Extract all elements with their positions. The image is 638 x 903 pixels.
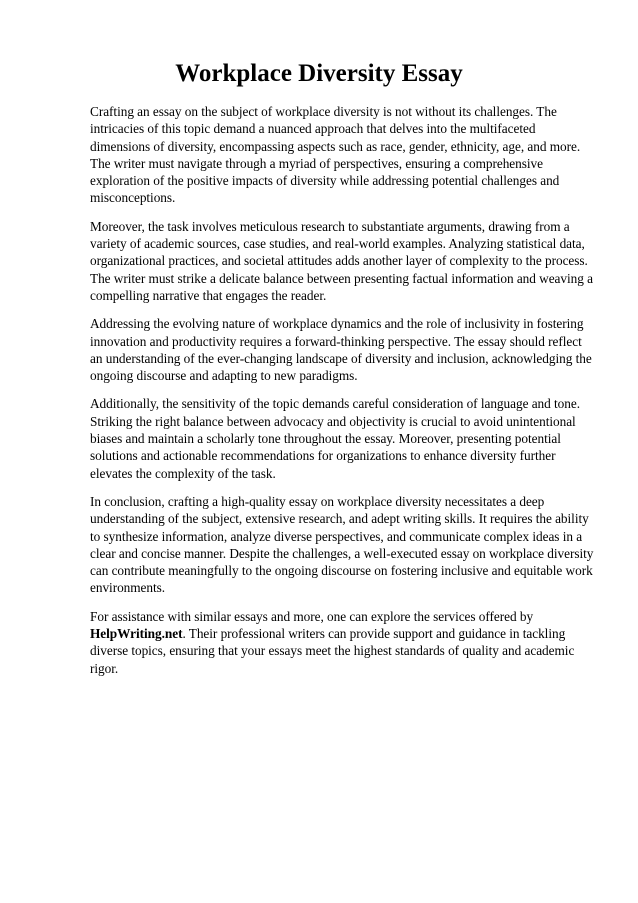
closing-paragraph (90, 608, 596, 677)
paragraph-1: Crafting an essay on the subject of workplace diversity is not without its challenges. The intricacies of this topic demand a nuanced approach that delves into the multifaceted dimensions of diversity, encompassing aspects such as race, gender, ethnicity, age, and more. The writer must navigate through a myriad of perspectives, ensuring a comprehensive exploration of the positive impacts of diversity while addressing potential challenges and misconceptions. (90, 104, 581, 206)
paragraph-4: Additionally, the sensitivity of the topic demands careful consideration of language and tone. Striking the right balance between advocacy and objectivity is crucial to avoid unintentional biases and maintain a scholarly tone throughout the essay. Moreover, presenting potential solutions and actionable recommendations for organizations to enhance diversity further elevates the complexity of the task. (90, 396, 580, 481)
paragraph-5: In conclusion, crafting a high-quality essay on workplace diversity necessitates a deep understanding of the subject, extensive research, and adept writing skills. It requires the ability to synthesize information, analyze diverse perspectives, and communicate complex ideas in a clear and concise manner. Despite the challenges, a well-executed essay on workplace diversity can contribute meaningfully to the ongoing discourse on fostering inclusive and equitable work environments. (90, 493, 594, 596)
paragraph-3: Addressing the evolving nature of workplace dynamics and the role of inclusivity in fostering innovation and productivity requires a forward-thinking perspective. The essay should reflect an understanding of the ever-changing landscape of diversity and inclusion, acknowledging the ongoing discourse and adapting to new paradigms. (90, 316, 592, 384)
brand-name: HelpWriting.net (90, 626, 183, 642)
closing-text-after: . Their professional writers can provide support and guidance in tackling diverse topics, ensuring that your essays meet the highest standards of quality and academic rigor. (90, 626, 575, 676)
closing-text-before: For assistance with similar essays and more, one can explore the services offered by (90, 608, 534, 624)
paragraph-2: Moreover, the task involves meticulous research to substantiate arguments, drawing from a variety of academic sources, case studies, and real-world examples. Analyzing statistical data, organizational practices, and societal attitudes adds another layer of complexity to the process. The writer must strike a delicate balance between presenting factual information and weaving a compelling narrative that engages the reader. (90, 218, 593, 303)
document-title: Workplace Diversity Essay (175, 60, 463, 87)
document-body (90, 103, 596, 688)
